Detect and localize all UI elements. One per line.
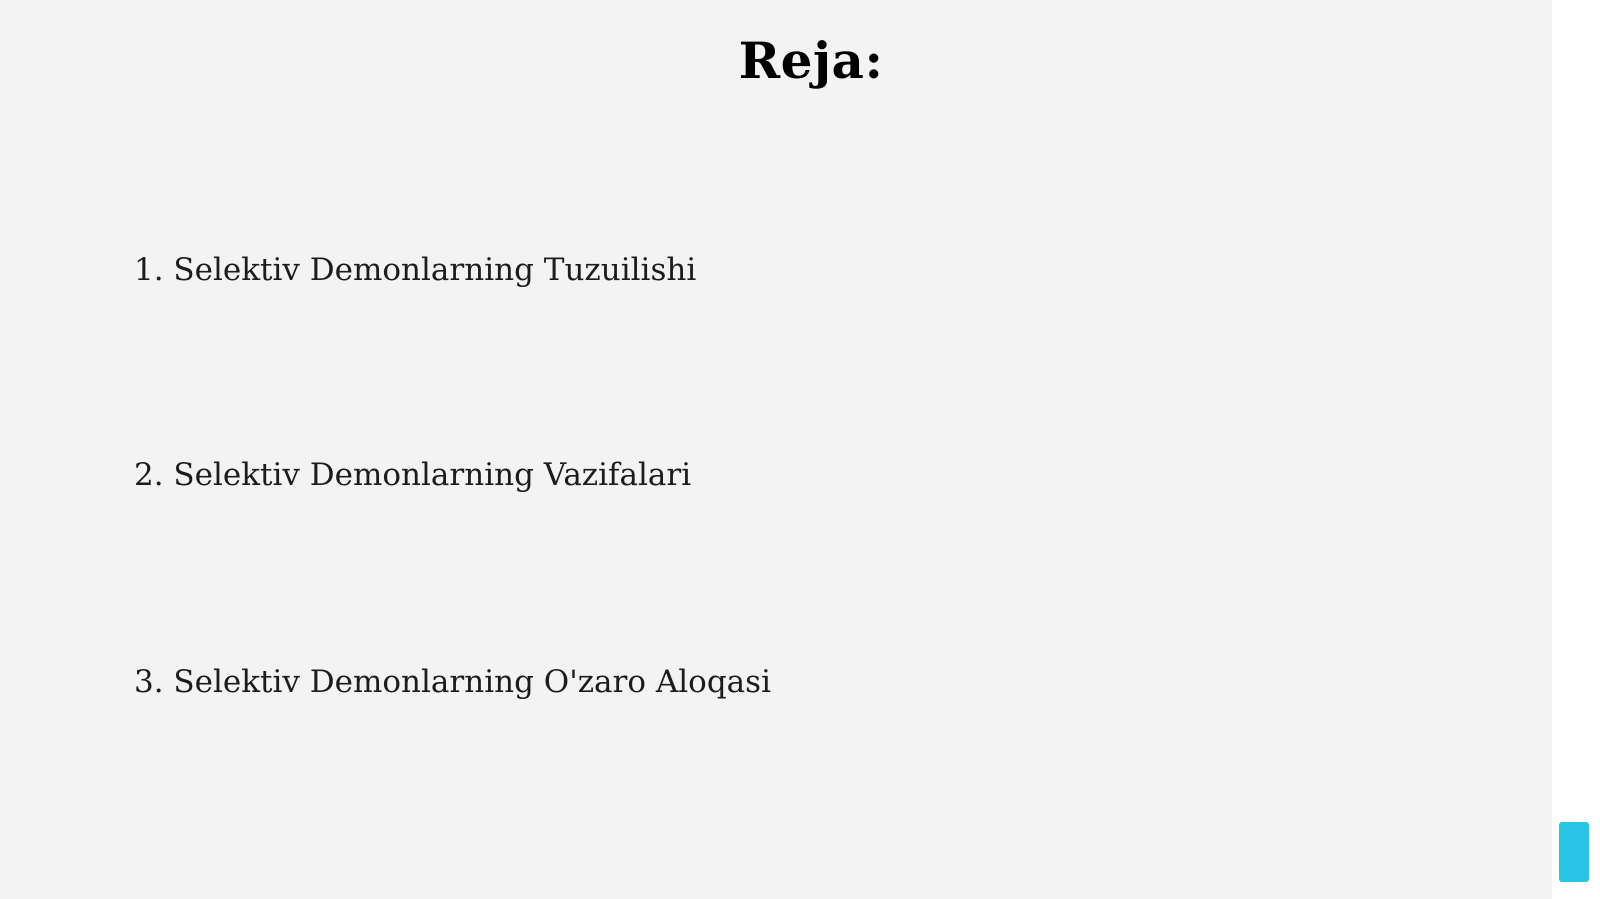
plan-item-1: 1. Selektiv Demonlarning Tuzuilishi (134, 252, 697, 288)
scroll-thumb[interactable] (1559, 822, 1589, 882)
slide-title: Reja: (738, 31, 884, 90)
plan-item-2: 2. Selektiv Demonlarning Vazifalari (134, 457, 692, 493)
side-panel (1552, 0, 1600, 899)
plan-item-3: 3. Selektiv Demonlarning O'zaro Aloqasi (134, 664, 771, 700)
